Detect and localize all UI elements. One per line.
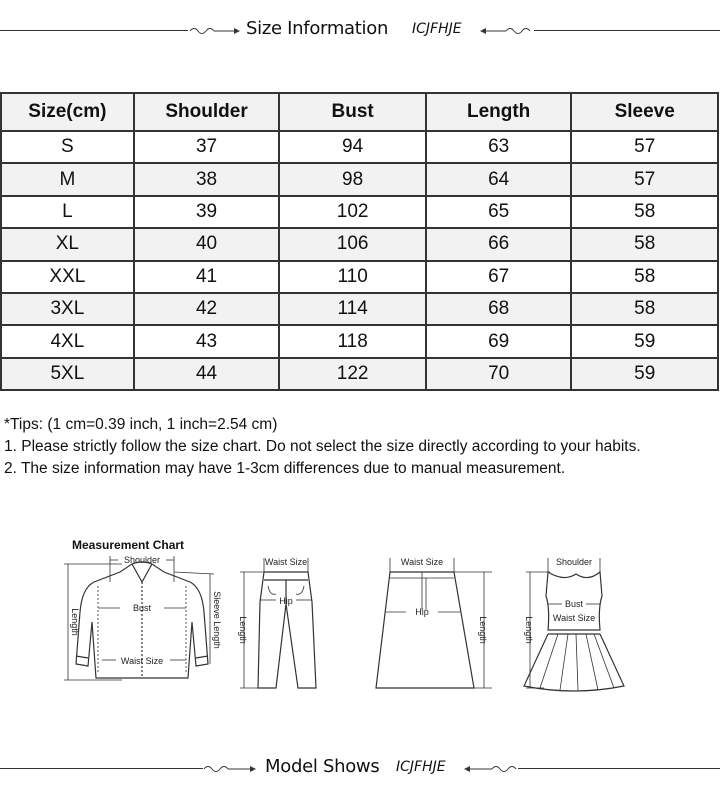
cell-length: 65 (426, 196, 572, 228)
cell-bust: 106 (279, 228, 425, 260)
table-row (1, 131, 718, 163)
cell-sleeve: 59 (571, 358, 718, 390)
tip-1: 1. Please strictly follow the size chart. Do not select the size directly according to your habits. (4, 438, 641, 455)
table-header-row (1, 93, 718, 131)
divider-left (0, 768, 203, 769)
cell-bust: 122 (279, 358, 425, 390)
cell-bust: 98 (279, 163, 425, 195)
shirt-waist-label: Waist Size (120, 656, 164, 666)
table-row (1, 228, 718, 260)
table-row (1, 325, 718, 357)
cell-sleeve: 58 (571, 293, 718, 325)
brand-name: ICJFHJE (396, 759, 446, 775)
cell-length: 68 (426, 293, 572, 325)
cell-size: XXL (1, 261, 134, 293)
tips-conversion: *Tips: (1 cm=0.39 inch, 1 inch=2.54 cm) (4, 416, 278, 433)
cell-shoulder: 39 (134, 196, 280, 228)
cell-shoulder: 37 (134, 131, 280, 163)
cell-length: 67 (426, 261, 572, 293)
table-row (1, 293, 718, 325)
pants-waist-label: Waist Size (264, 557, 308, 567)
cell-sleeve: 57 (571, 131, 718, 163)
table-row (1, 261, 718, 293)
wave-arrow-left-icon (480, 22, 536, 38)
shirt-sleeve-label: Sleeve Length (212, 591, 222, 649)
pants-length-label: Length (238, 616, 248, 644)
cell-size: XL (1, 228, 134, 260)
banner-title: Model Shows (265, 756, 380, 777)
column-header-bust: Bust (279, 93, 425, 131)
size-information-banner (0, 16, 720, 46)
skirt-hip-label: Hip (415, 607, 429, 617)
cell-sleeve: 58 (571, 261, 718, 293)
cell-size: S (1, 131, 134, 163)
cell-shoulder: 42 (134, 293, 280, 325)
model-shows-banner (0, 754, 720, 784)
divider-right (534, 30, 720, 31)
shirt-bust-label: Bust (132, 603, 152, 613)
table-row (1, 163, 718, 195)
cell-size: 4XL (1, 325, 134, 357)
brand-name: ICJFHJE (412, 21, 462, 37)
column-header-sleeve: Sleeve (571, 93, 718, 131)
divider-left (0, 30, 188, 31)
cell-size: L (1, 196, 134, 228)
cell-shoulder: 43 (134, 325, 280, 357)
wave-arrow-right-icon (190, 22, 240, 38)
table-row (1, 196, 718, 228)
cell-length: 63 (426, 131, 572, 163)
cell-bust: 114 (279, 293, 425, 325)
skirt-waist-label: Waist Size (400, 557, 444, 567)
divider-right (518, 768, 720, 769)
cell-size: 5XL (1, 358, 134, 390)
table-row (1, 358, 718, 390)
cell-shoulder: 41 (134, 261, 280, 293)
wave-arrow-left-icon (464, 760, 524, 776)
shirt-diagram (62, 552, 222, 686)
pants-diagram (230, 552, 320, 692)
cell-size: M (1, 163, 134, 195)
cell-shoulder: 40 (134, 228, 280, 260)
cell-sleeve: 58 (571, 196, 718, 228)
tip-2: 2. The size information may have 1-3cm differences due to manual measurement. (4, 460, 566, 477)
cell-sleeve: 59 (571, 325, 718, 357)
skirt-length-label: Length (478, 616, 488, 644)
cell-shoulder: 44 (134, 358, 280, 390)
cell-bust: 118 (279, 325, 425, 357)
cell-bust: 110 (279, 261, 425, 293)
cell-length: 64 (426, 163, 572, 195)
size-table (0, 92, 719, 391)
column-header-shoulder: Shoulder (134, 93, 280, 131)
cell-size: 3XL (1, 293, 134, 325)
column-header-size: Size(cm) (1, 93, 134, 131)
dress-bust-label: Bust (564, 599, 584, 609)
skirt-diagram (372, 552, 497, 692)
cell-shoulder: 38 (134, 163, 280, 195)
dress-diagram (514, 552, 629, 692)
wave-arrow-right-icon (204, 760, 258, 776)
pants-hip-label: Hip (279, 596, 293, 606)
cell-length: 70 (426, 358, 572, 390)
cell-sleeve: 58 (571, 228, 718, 260)
cell-sleeve: 57 (571, 163, 718, 195)
cell-bust: 94 (279, 131, 425, 163)
cell-length: 69 (426, 325, 572, 357)
shirt-shoulder-label: Shoulder (123, 555, 161, 565)
dress-waist-label: Waist Size (552, 613, 596, 623)
dress-length-label: Length (524, 616, 534, 644)
cell-bust: 102 (279, 196, 425, 228)
shirt-length-label: Length (70, 608, 80, 636)
banner-title: Size Information (246, 18, 389, 39)
measurement-chart-title: Measurement Chart (72, 538, 185, 552)
dress-shoulder-label: Shoulder (555, 557, 593, 567)
cell-length: 66 (426, 228, 572, 260)
tips-section (4, 414, 641, 480)
column-header-length: Length (426, 93, 572, 131)
